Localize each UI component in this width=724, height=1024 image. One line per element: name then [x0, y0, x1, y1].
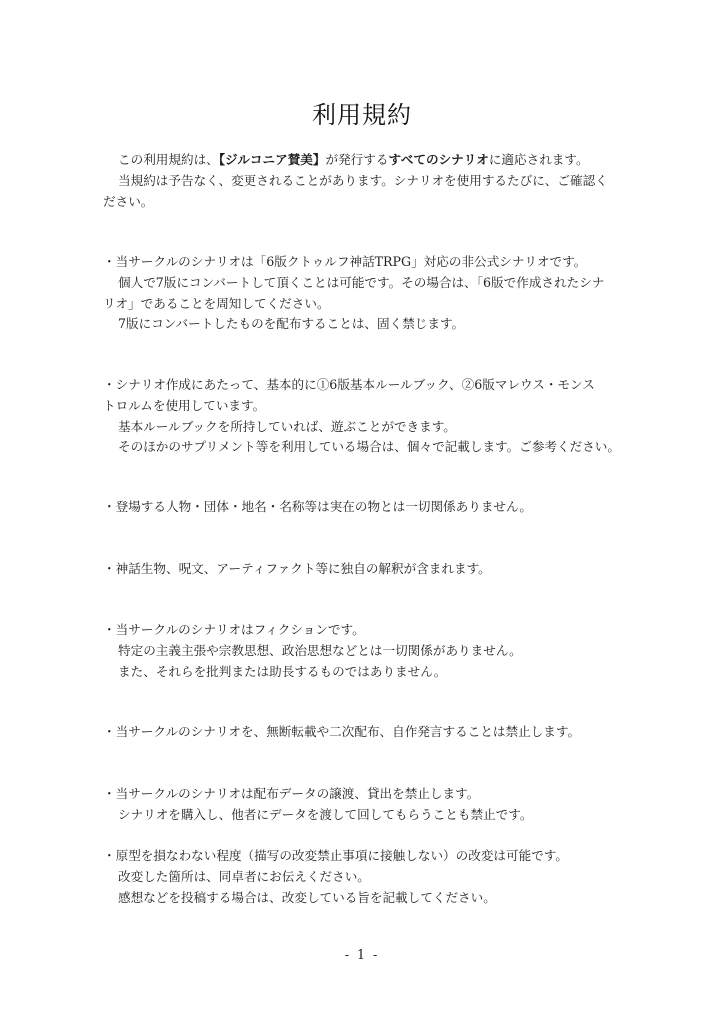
intro-paragraph [103, 150, 633, 212]
rule-bullet-line: ・原型を損なわない程度（描写の改変禁止事項に接触しない）の改変は可能です。 [103, 848, 568, 863]
rule-bullet-line: ・当サークルのシナリオを、無断転載や二次配布、自作発言することは禁止します。 [103, 724, 581, 739]
rule-bullet-line: ・当サークルのシナリオは配布データの譲渡、貸出を禁止します。 [103, 786, 480, 801]
rule-line: 感想などを投稿する場合は、改変している旨を記載してください。 [118, 889, 496, 905]
rule-section-reposting [103, 722, 633, 743]
rule-bullet-line: ・当サークルのシナリオはフィクションです。 [103, 622, 365, 637]
rule-line: そのほかのサプリメント等を利用している場合は、個々で記載します。ご参考ください。 [118, 439, 620, 455]
intro-line-2: 当規約は予告なく、変更されることがあります。シナリオを使用するたびに、ご確認く [118, 172, 608, 188]
rule-section-fictional-names [103, 497, 633, 518]
rule-line: 特定の主義主張や宗教思想、政治思想などとは一切関係がありません。 [118, 642, 522, 658]
rule-section-interpretation [103, 559, 633, 580]
rule-line: 基本ルールブックを所持していれば、遊ぶことができます。 [118, 418, 456, 434]
rule-line: 7版にコンバートしたものを配布することは、固く禁じます。 [118, 316, 465, 332]
intro-text: が発行する [325, 152, 389, 167]
rule-bullet-line: ・登場する人物・団体・地名・名称等は実在の物とは一切関係ありません。 [103, 499, 532, 514]
rule-line: トロルムを使用しています。 [103, 397, 266, 413]
circle-name: 【ジルコニア賛美】 [218, 152, 326, 167]
intro-text: に適応されます。 [488, 152, 589, 167]
page-number: - 1 - [344, 947, 380, 962]
rule-line: シナリオを購入し、他者にデータを渡して回してもらうことも禁止です。 [118, 806, 533, 822]
intro-line-3: ださい。 [103, 193, 154, 209]
rule-line: 改変した箇所は、同卓者にお伝えください。 [118, 868, 370, 884]
intro-text: この利用規約は、 [118, 152, 219, 167]
page-title: 利用規約 [312, 101, 412, 129]
rule-section-modification [103, 846, 633, 908]
rule-bullet-line: ・神話生物、呪文、アーティファクト等に独自の解釈が含まれます。 [103, 561, 491, 576]
rule-section-data-transfer [103, 784, 633, 826]
rule-section-rulebooks [103, 375, 633, 458]
rule-line: また、それらを批判または助長するものではありません。 [118, 663, 447, 679]
rule-section-fiction [103, 620, 633, 682]
rule-line: 個人で7版にコンバートして頂くことは可能です。その場合は、「6版で作成されたシナ [118, 274, 605, 290]
rule-bullet-line: ・シナリオ作成にあたって、基本的に①6版基本ルールブック、②6版マレウス・モンス [103, 377, 595, 392]
intro-line-1 [103, 150, 633, 171]
rule-section-scenario-system [103, 252, 633, 335]
rule-bullet-line: ・当サークルのシナリオは「6版クトゥルフ神話TRPG」対応の非公式シナリオです。 [103, 254, 587, 269]
rule-line: リオ」であることを周知してください。 [103, 295, 330, 311]
all-scenarios-emphasis: すべてのシナリオ [388, 152, 489, 167]
